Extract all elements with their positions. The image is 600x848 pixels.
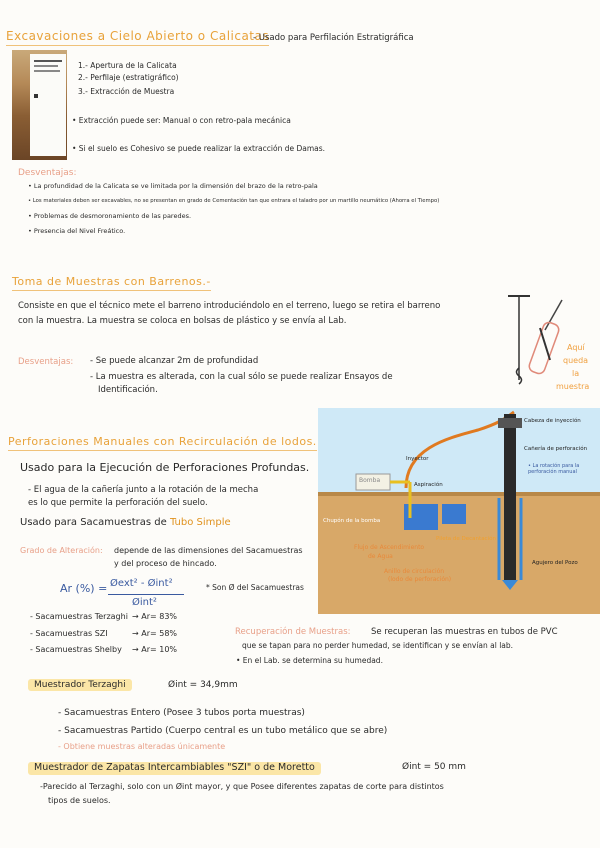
calicatas-title: Excavaciones a Cielo Abierto o Calicatas <box>6 30 269 46</box>
terzaghi-diam: Øint = 34,9mm <box>168 680 238 690</box>
diag-giro: • La rotación para la perforación manual <box>528 463 580 475</box>
calicata-bullet-2: • Si el suelo es Cohesivo se puede realizar la extracción de Damas. <box>72 144 326 153</box>
used2-text: Usado para Sacamuestras de <box>20 517 170 528</box>
barrenos-title: Toma de Muestras con Barrenos.- <box>12 276 211 291</box>
szi-diam: Øint = 50 mm <box>402 762 466 772</box>
barrenos-line-2: con la muestra. La muestra se coloca en bolsas de plástico y se envía al Lab. <box>18 316 347 326</box>
diag-aspiracion: Aspiración <box>414 482 443 488</box>
calicata-photo <box>12 50 67 160</box>
calicata-disadv-2: • Los materiales deben ser excavables, no se presentan en grado de Cementación tan que entrara el taladro por un martillo neumático (Ahorra el Tiempo) <box>28 198 440 204</box>
terzaghi-item-1: - Sacamuestras Entero (Posee 3 tubos porta muestras) <box>58 708 305 718</box>
terzaghi-note: - Obtiene muestras alteradas únicamente <box>58 742 226 751</box>
formula-denominator: Øint² <box>132 597 157 608</box>
formula-lhs: Ar (%) = <box>60 582 108 595</box>
barrenos-disadv-2a: - La muestra es alterada, con la cual sólo se puede realizar Ensayos de <box>90 372 393 382</box>
auger-annot-2: queda <box>563 356 589 365</box>
diag-anillo-1: Anillo de circulación <box>384 568 445 575</box>
szi-line-2: tipos de suelos. <box>48 796 111 805</box>
perforaciones-title: Perforaciones Manuales con Recirculación de lodos. <box>8 436 317 451</box>
sac-szi: - Sacamuestras SZI <box>30 629 108 638</box>
barrenos-disadv-1: - Se puede alcanzar 2m de profundidad <box>90 356 259 366</box>
recup-label: Recuperación de Muestras: <box>235 627 351 637</box>
grado-b: y del proceso de hincado. <box>114 559 217 568</box>
calicata-disadv-4: • Presencia del Nivel Freático. <box>28 227 126 235</box>
perforaciones-used-1: Usado para la Ejecución de Perforaciones Profundas. <box>20 461 310 474</box>
terzaghi-item-2: - Sacamuestras Partido (Cuerpo central es un tubo metálico que se abre) <box>58 726 388 736</box>
barrenos-disadv-label: Desventajas: <box>18 357 74 367</box>
diag-bomba: Bomba <box>359 477 381 484</box>
diagram-shapes <box>318 408 600 614</box>
auger-annot-4: muestra <box>556 382 590 391</box>
diag-anillo-2: (lodo de perforación) <box>388 576 452 583</box>
calicata-bullet-1: • Extracción puede ser: Manual o con retro-pala mecánica <box>72 116 291 125</box>
sac-terzaghi: - Sacamuestras Terzaghi <box>30 612 128 621</box>
terzaghi-title: Muestrador Terzaghi <box>28 679 132 691</box>
recup-b: que se tapan para no perder humedad, se identifican y se envían al lab. <box>242 641 514 650</box>
diag-pileta: Pileta de Decantación <box>436 536 496 542</box>
szi-line-1: -Parecido al Terzaghi, solo con un Øint mayor, y que Posee diferentes zapatas de corte para distintos <box>40 782 444 791</box>
formula-numerator: Øext² - Øint² <box>110 578 173 589</box>
sac-shelby: - Sacamuestras Shelby <box>30 645 122 654</box>
sac-szi-value: → Ar= 58% <box>132 629 178 638</box>
barrenos-line-1: Consiste en que el técnico mete el barreno introduciéndolo en el terreno, luego se retira el barreno <box>18 301 441 311</box>
calicata-step-3: 3.- Extracción de Muestra <box>78 87 175 96</box>
diag-cabeza: Cabeza de inyección <box>524 418 581 424</box>
calicata-disadv-1: • La profundidad de la Calicata se ve limitada por la dimensión del brazo de la retro-pala <box>28 182 318 190</box>
perforaciones-b1a: - El agua de la cañería junto a la rotación de la mecha <box>28 485 259 495</box>
sac-shelby-value: → Ar= 10% <box>132 645 178 654</box>
diag-caneria: Cañería de perforación <box>524 446 588 452</box>
calicata-step-1: 1.- Apertura de la Calicata <box>78 61 177 70</box>
calicata-step-2: 2.- Perfilaje (estratigráfico) <box>78 73 179 82</box>
grado-label: Grado de Alteración: <box>20 546 103 555</box>
diag-flujo-2: de Agua <box>368 553 393 560</box>
diag-chupon: Chupón de la bomba <box>323 518 381 524</box>
calicatas-subtitle: - Usado para Perfilación Estratigráfica <box>253 33 414 43</box>
used2-tubo-simple: Tubo Simple <box>169 517 231 528</box>
barrenos-disadv-2b: Identificación. <box>98 385 158 395</box>
diag-agujero: Agujero del Pozo <box>532 560 578 566</box>
auger-annot-3: la <box>572 369 580 378</box>
calicata-disadv-title: Desventajas: <box>18 168 77 178</box>
diag-inyector: Inyector <box>406 456 429 462</box>
perforaciones-b1b: es lo que permite la perforación del suelo. <box>28 498 208 508</box>
diag-flujo-1: Flujo de Ascendimiento <box>354 544 425 551</box>
formula-note: * Son Ø del Sacamuestras <box>206 583 304 592</box>
sac-terzaghi-value: → Ar= 83% <box>132 612 178 621</box>
auger-annot-1: Aquí <box>567 343 585 352</box>
szi-title: Muestrador de Zapatas Intercambiables "SZI" o de Moretto <box>28 762 321 775</box>
recup-c: • En el Lab. se determina su humedad. <box>236 656 383 665</box>
recup-a: Se recuperan las muestras en tubos de PVC <box>371 627 558 637</box>
grado-a: depende de las dimensiones del Sacamuestras <box>114 546 303 555</box>
calicata-disadv-3: • Problemas de desmoronamiento de las paredes. <box>28 212 192 220</box>
perforation-diagram <box>318 408 600 614</box>
formula-bar <box>108 594 184 595</box>
perforaciones-used-2 <box>20 517 231 529</box>
